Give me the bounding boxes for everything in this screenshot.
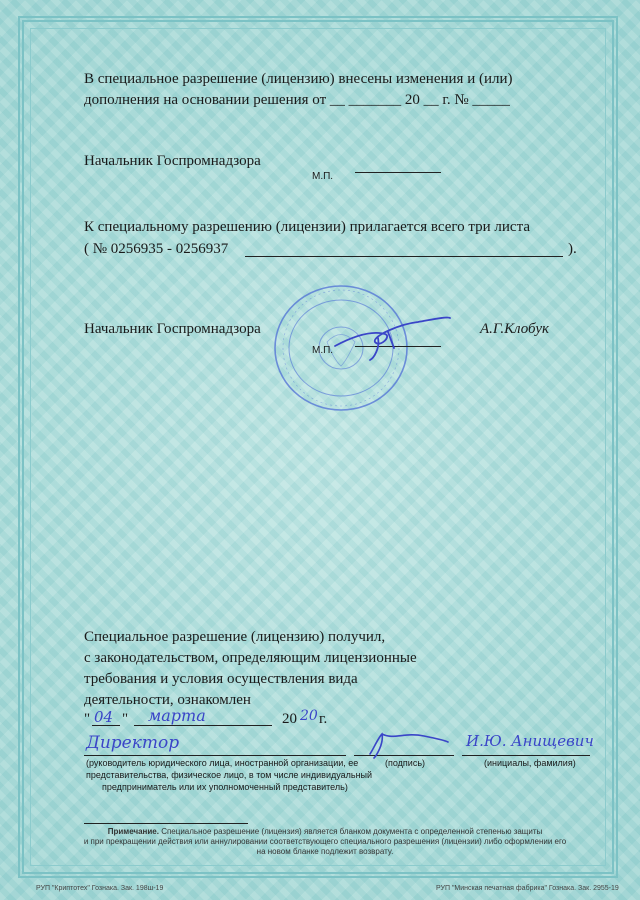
note-label: Примечание. (107, 827, 159, 836)
caption-position-2: представительства, физическое лицо, в том числе индивидуальный (86, 770, 373, 780)
imprint-left: РУП "Криптотех" Гознака. Зак. 198ш-19 (36, 885, 164, 892)
caption-position-3: предприниматель или их уполномоченный представитель) (102, 782, 348, 792)
received-line-1: Специальное разрешение (лицензию) получил, (84, 629, 386, 645)
attachment-numbers: ( № 0256935 - 0256937 (84, 241, 229, 257)
signature-line-1 (355, 172, 441, 173)
head-title-1: Начальник Госпромнадзора (84, 153, 261, 169)
attachment-close: ). (568, 241, 577, 257)
head-title-2: Начальник Госпромнадзора (84, 321, 261, 337)
seal-place-2: М.П. (312, 345, 334, 356)
month-handwritten: марта (148, 706, 206, 725)
head-name: А.Г.Клобук (480, 321, 550, 337)
note-text-3: на новом бланке подлежит возврату. (256, 847, 394, 856)
imprint-right: РУП "Минская печатная фабрика" Гознака. Зак. 2955-19 (436, 885, 619, 892)
position-line (84, 755, 346, 756)
year-prefix: 20 (282, 711, 297, 727)
date-quote-close: " (122, 711, 129, 727)
received-line-3: требования и условия осуществления вида (84, 671, 358, 687)
caption-position-1: (руководитель юридического лица, иностранной организации, ее (86, 758, 359, 768)
day-handwritten: 04 (94, 708, 114, 726)
attachment-line-1: К специальному разрешению (лицензии) прилагается всего три листа (84, 219, 530, 235)
name-handwritten: И.Ю. Анищевич (466, 732, 594, 750)
received-line-2: с законодательством, определяющим лицензионные (84, 650, 417, 666)
month-underline (134, 725, 272, 726)
received-line-4: деятельности, ознакомлен (84, 692, 251, 708)
attachment-underline (245, 256, 563, 257)
note-text-1: Специальное разрешение (лицензия) является бланком документа с определенной степенью защиты (158, 827, 543, 836)
licensee-handwritten-signature (364, 728, 450, 760)
caption-signature: (подпись) (385, 758, 426, 768)
seal-place-1: М.П. (312, 171, 334, 182)
note-text-2: и при прекращении действия или аннулировании соответствующего специального разрешения (лицензии) либо оформлении его (83, 837, 567, 846)
position-handwritten: Директор (86, 733, 180, 753)
note-separator (84, 823, 248, 824)
name-line (462, 755, 590, 756)
date-quote-open: " (84, 711, 91, 727)
note-text (80, 827, 570, 857)
year-end: г. (319, 711, 328, 727)
head-handwritten-signature (330, 308, 455, 363)
amendments-line-2: дополнения на основании решения от __ _______ 20 __ г. № _____ (84, 92, 510, 108)
amendments-line-1: В специальное разрешение (лицензию) внесены изменения и (или) (84, 71, 513, 87)
caption-name: (инициалы, фамилия) (484, 758, 576, 768)
year-handwritten: 20 (300, 708, 318, 724)
